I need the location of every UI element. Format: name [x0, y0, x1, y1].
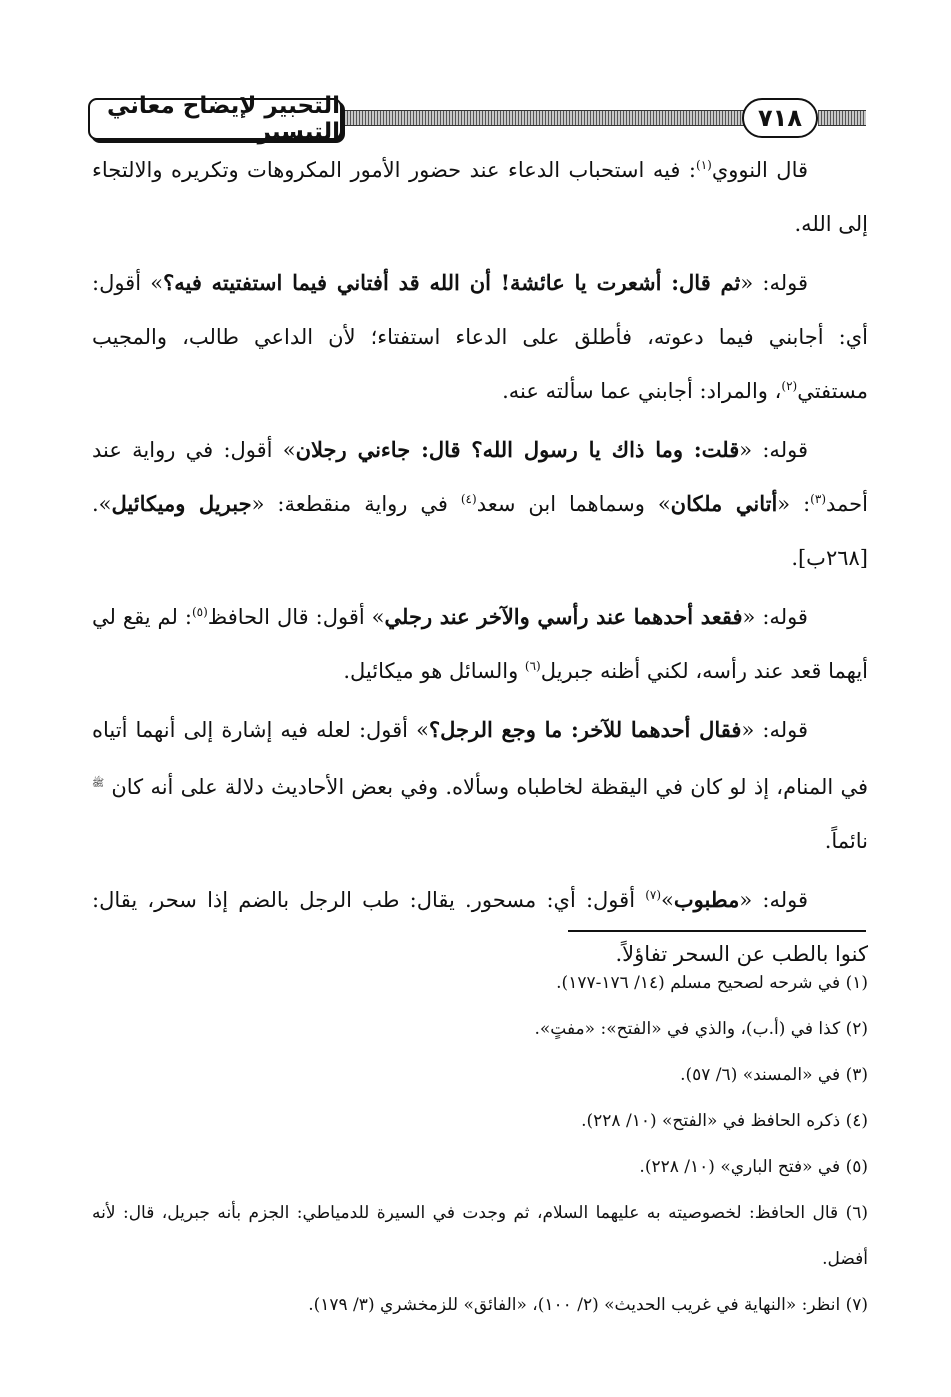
footnote-4: (٤) ذكره الحافظ في «الفتح» (١٠/ ٢٢٨).	[581, 1111, 868, 1131]
paragraph-2	[92, 256, 868, 418]
footnote-ref-7: (٧)	[645, 888, 662, 902]
text-run: : «	[777, 492, 811, 516]
paragraph-3	[92, 423, 868, 585]
text-run: قوله: «	[740, 271, 808, 295]
footnote-ref-6: (٦)	[524, 659, 541, 673]
text-run: أقول: أي: مسحور. يقال: طب الرجل بالضم إذا سحر، يقال: كنوا بالطب عن السحر تفاؤلاً.	[92, 888, 868, 966]
quoted-hadith: فقال أحدهما للآخر: ما وجع الرجل؟	[428, 717, 742, 742]
text-run: قوله: «	[739, 438, 808, 462]
text-run: والسائل هو ميكائيل.	[343, 659, 525, 683]
footnote-6: (٦) قال الحافظ: لخصوصيته به عليهما السلام، ثم وجدت في السيرة للدمياطي: الجزم بأنه جبريل، قال: لأنه أفضل.	[92, 1203, 868, 1269]
quoted-hadith: جبريل وميكائيل	[111, 491, 252, 516]
quoted-hadith: قلت: وما ذاك يا رسول الله؟ قال: جاءني رجلان	[295, 437, 740, 462]
text-run: في رواية منقطعة: «	[251, 492, 461, 516]
text-run: » أقول: لعله فيه إشارة إلى أنهما أتياه في المنام، إذ لو كان في اليقظة لخاطباه وسألاه. وفي بعض الأحاديث دلالة على أنه كان	[92, 718, 868, 799]
footnotes	[92, 960, 868, 1328]
text-run: » أقول: في رواية عند أحمد	[92, 438, 868, 516]
paragraph-1	[92, 143, 868, 251]
text-run: »	[661, 888, 674, 912]
salawat-glyph: ﷺ	[92, 778, 105, 789]
footnote-separator	[568, 930, 866, 932]
footnote-ref-1: (١)	[696, 158, 712, 172]
header-rule	[338, 110, 751, 126]
main-text	[92, 143, 868, 986]
quoted-hadith: فقعد أحدهما عند رأسي والآخر عند رجلي	[384, 604, 743, 629]
footnote-ref-2: (٢)	[781, 379, 798, 393]
quoted-hadith: مطبوب	[673, 887, 740, 912]
footnote-1: (١) في شرحه لصحيح مسلم (١٤/ ١٧٦-١٧٧).	[556, 973, 868, 993]
footnote-5: (٥) في «فتح الباري» (١٠/ ٢٢٨).	[639, 1157, 868, 1177]
page-header	[88, 93, 866, 145]
text-run: : لم يقع لي أيهما قعد عند رأسه، لكني أظنه جبريل	[92, 605, 868, 683]
text-run: ». [٢٦٨ب].	[92, 492, 868, 570]
text-run: قوله: «	[742, 605, 808, 629]
text-run: نائماً.	[824, 829, 868, 853]
text-run: قال النووي	[711, 158, 809, 182]
paragraph-4	[92, 590, 868, 698]
text-run: : فيه استحباب الدعاء عند حضور الأمور المكروهات وتكريره والالتجاء إلى الله.	[92, 158, 868, 236]
footnote-ref-4: (٤)	[460, 492, 477, 506]
header-rule-tail	[818, 110, 866, 126]
footnote-ref-3: (٣)	[810, 492, 826, 506]
quoted-hadith: أتاني ملكان	[670, 491, 778, 516]
page-number: ٧١٨	[742, 98, 818, 138]
quoted-hadith: ثم قال: أشعرت يا عائشة! أن الله قد أفتاني فيما استفتيته فيه؟	[163, 270, 741, 295]
footnote-7: (٧) انظر: «النهاية في غريب الحديث» (٢/ ١٠٠)، «الفائق» للزمخشري (٣/ ١٧٩).	[308, 1295, 868, 1315]
text-run: قوله: «	[741, 718, 808, 742]
text-run: ، والمراد: أجابني عما سألته عنه.	[502, 379, 782, 403]
text-run: » وسماهما ابن سعد	[476, 492, 671, 516]
footnote-ref-5: (٥)	[191, 605, 208, 619]
paragraph-5	[92, 703, 868, 868]
text-run: قوله: «	[739, 888, 808, 912]
text-run: » أقول: قال الحافظ	[207, 605, 385, 629]
text-run: » أقول: أي: أجابني فيما دعوته، فأطلق على الدعاء استفتاء؛ لأن الداعي طالب، والمجيب مستفتي	[92, 271, 868, 403]
footnote-3: (٣) في «المسند» (٦/ ٥٧).	[680, 1065, 868, 1085]
footnote-2: (٢) كذا في (أ.ب)، والذي في «الفتح»: «مفتٍ».	[534, 1019, 868, 1039]
book-title: التحبير لإيضاح معاني التيسير	[88, 98, 342, 140]
